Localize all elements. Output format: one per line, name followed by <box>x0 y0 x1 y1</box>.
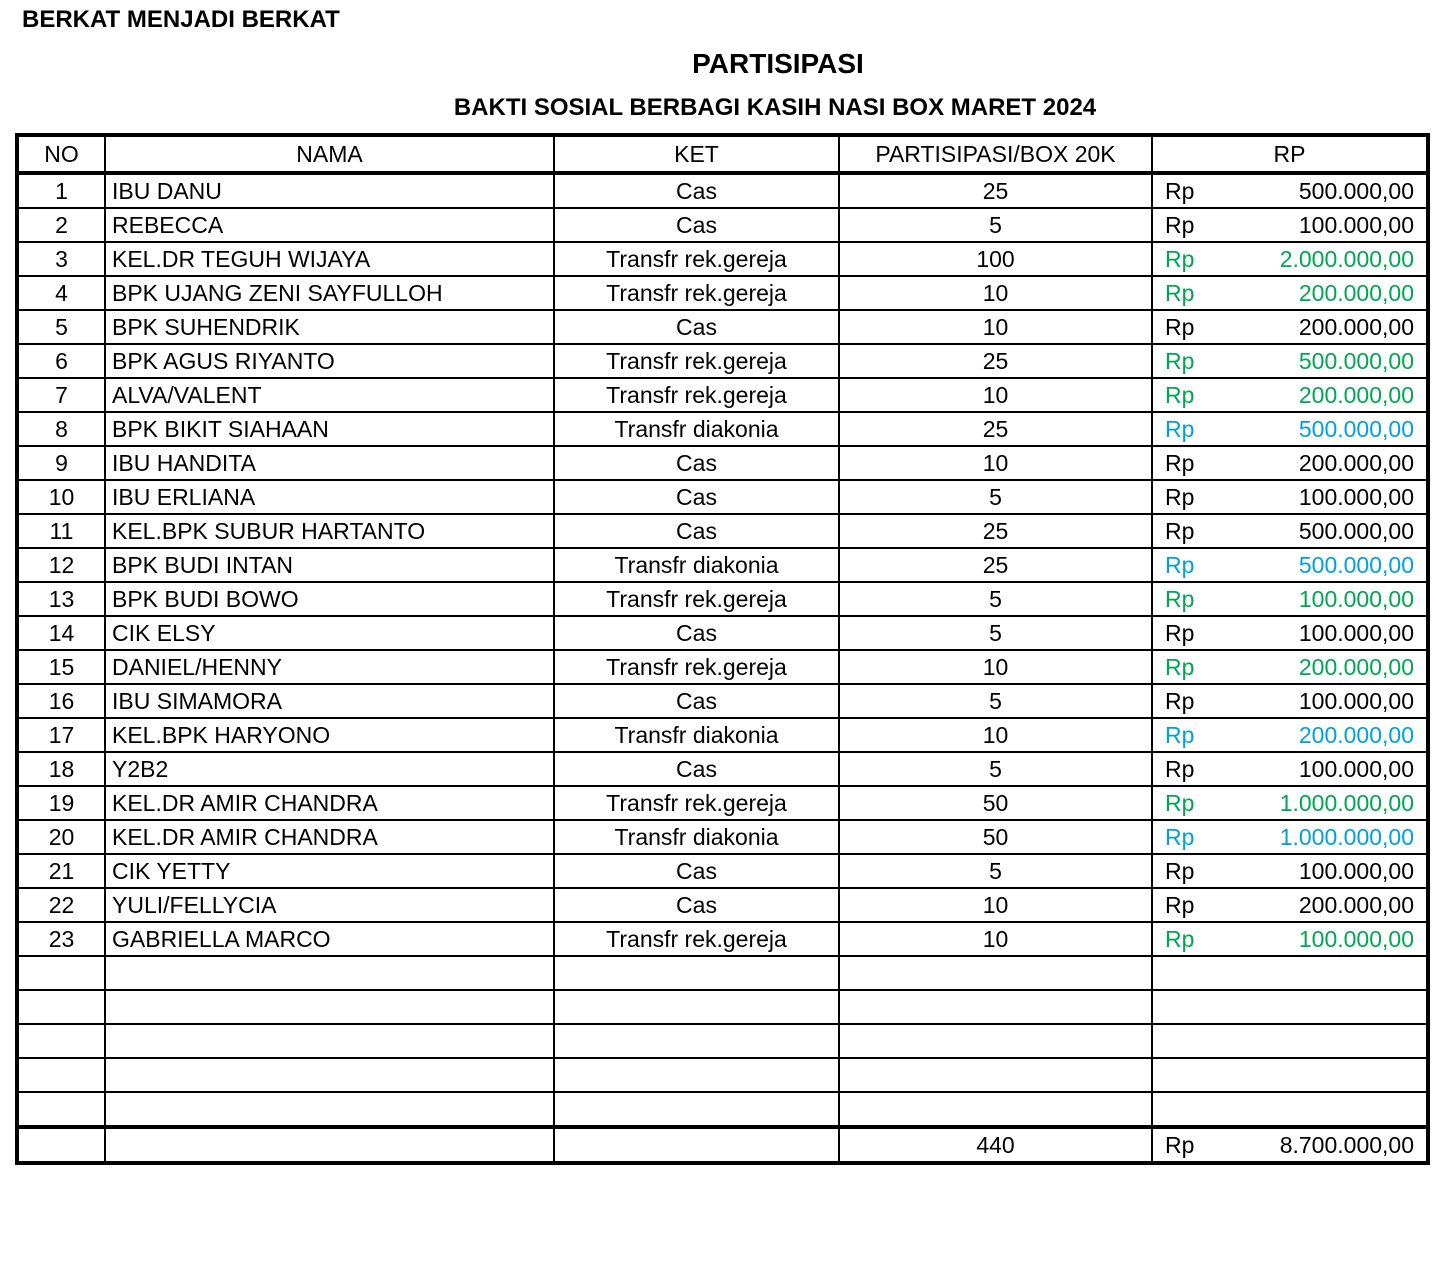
row-no: 21 <box>17 854 105 888</box>
row-currency: Rp <box>1165 687 1195 714</box>
row-amount: 200.000,00 <box>1298 449 1414 476</box>
row-nama: BPK AGUS RIYANTO <box>105 344 554 378</box>
row-no: 2 <box>17 208 105 242</box>
row-nama: IBU DANU <box>105 173 554 208</box>
row-box: 25 <box>839 412 1152 446</box>
row-amount: 100.000,00 <box>1298 585 1414 612</box>
row-currency: Rp <box>1165 177 1195 204</box>
empty-row <box>17 956 1428 990</box>
row-ket: Cas <box>554 854 839 888</box>
row-currency: Rp <box>1165 313 1195 340</box>
row-box: 5 <box>839 752 1152 786</box>
empty-cell <box>105 1024 554 1058</box>
row-box: 50 <box>839 820 1152 854</box>
row-ket: Cas <box>554 480 839 514</box>
empty-cell <box>1152 1058 1428 1092</box>
table-row <box>17 446 1428 480</box>
table-body <box>17 173 1428 1127</box>
table-row <box>17 344 1428 378</box>
row-no: 18 <box>17 752 105 786</box>
row-rp <box>1152 173 1428 208</box>
empty-cell <box>554 1092 839 1127</box>
total-row <box>17 1127 1428 1163</box>
row-currency: Rp <box>1165 347 1195 374</box>
row-currency: Rp <box>1165 585 1195 612</box>
row-nama: KEL.DR AMIR CHANDRA <box>105 786 554 820</box>
table-row <box>17 786 1428 820</box>
row-rp <box>1152 718 1428 752</box>
organization-heading: BERKAT MENJADI BERKAT <box>22 6 340 33</box>
empty-cell <box>839 1058 1152 1092</box>
row-amount: 500.000,00 <box>1298 177 1414 204</box>
row-rp <box>1152 514 1428 548</box>
row-box: 10 <box>839 888 1152 922</box>
row-rp <box>1152 310 1428 344</box>
row-currency: Rp <box>1165 483 1195 510</box>
empty-cell <box>1152 1092 1428 1127</box>
row-currency: Rp <box>1165 925 1195 952</box>
row-amount: 100.000,00 <box>1298 755 1414 782</box>
row-ket: Transfr diakonia <box>554 412 839 446</box>
table-row <box>17 718 1428 752</box>
empty-cell <box>839 1024 1152 1058</box>
empty-cell <box>839 990 1152 1024</box>
row-rp <box>1152 582 1428 616</box>
empty-cell <box>839 1092 1152 1127</box>
row-nama: IBU ERLIANA <box>105 480 554 514</box>
row-currency: Rp <box>1165 721 1195 748</box>
table-row <box>17 854 1428 888</box>
empty-cell <box>17 1092 105 1127</box>
row-ket: Cas <box>554 173 839 208</box>
empty-row <box>17 1092 1428 1127</box>
empty-cell <box>554 956 839 990</box>
row-amount: 1.000.000,00 <box>1279 823 1414 850</box>
row-ket: Transfr diakonia <box>554 548 839 582</box>
row-amount: 1.000.000,00 <box>1279 789 1414 816</box>
total-ket-cell <box>554 1127 839 1163</box>
row-no: 20 <box>17 820 105 854</box>
column-header-ket: KET <box>554 135 839 173</box>
total-amount: 8.700.000,00 <box>1279 1131 1414 1158</box>
total-no-cell <box>17 1127 105 1163</box>
table-row <box>17 173 1428 208</box>
row-nama: Y2B2 <box>105 752 554 786</box>
empty-row <box>17 1058 1428 1092</box>
row-amount: 200.000,00 <box>1298 381 1414 408</box>
table-row <box>17 548 1428 582</box>
row-ket: Cas <box>554 310 839 344</box>
row-amount: 500.000,00 <box>1298 517 1414 544</box>
row-ket: Transfr diakonia <box>554 718 839 752</box>
row-no: 4 <box>17 276 105 310</box>
table-row <box>17 752 1428 786</box>
row-no: 1 <box>17 173 105 208</box>
row-nama: BPK BIKIT SIAHAAN <box>105 412 554 446</box>
empty-cell <box>105 956 554 990</box>
table-row <box>17 922 1428 956</box>
row-rp <box>1152 650 1428 684</box>
row-nama: ALVA/VALENT <box>105 378 554 412</box>
row-rp <box>1152 208 1428 242</box>
column-header-box: PARTISIPASI/BOX 20K <box>839 135 1152 173</box>
row-box: 10 <box>839 310 1152 344</box>
empty-cell <box>839 956 1152 990</box>
row-box: 10 <box>839 718 1152 752</box>
row-no: 16 <box>17 684 105 718</box>
table-row <box>17 242 1428 276</box>
table-row <box>17 310 1428 344</box>
row-amount: 500.000,00 <box>1298 347 1414 374</box>
row-ket: Cas <box>554 888 839 922</box>
table-row <box>17 684 1428 718</box>
row-box: 5 <box>839 684 1152 718</box>
row-ket: Cas <box>554 514 839 548</box>
empty-cell <box>1152 956 1428 990</box>
empty-cell <box>554 1058 839 1092</box>
row-currency: Rp <box>1165 891 1195 918</box>
row-amount: 200.000,00 <box>1298 279 1414 306</box>
row-rp <box>1152 888 1428 922</box>
row-nama: YULI/FELLYCIA <box>105 888 554 922</box>
empty-cell <box>17 956 105 990</box>
row-box: 50 <box>839 786 1152 820</box>
row-no: 6 <box>17 344 105 378</box>
row-no: 17 <box>17 718 105 752</box>
empty-cell <box>554 1024 839 1058</box>
row-ket: Transfr diakonia <box>554 820 839 854</box>
row-amount: 200.000,00 <box>1298 721 1414 748</box>
row-ket: Cas <box>554 616 839 650</box>
table-footer <box>17 1127 1428 1163</box>
row-currency: Rp <box>1165 755 1195 782</box>
row-currency: Rp <box>1165 449 1195 476</box>
row-nama: CIK ELSY <box>105 616 554 650</box>
row-nama: REBECCA <box>105 208 554 242</box>
table-row <box>17 276 1428 310</box>
row-box: 5 <box>839 854 1152 888</box>
row-nama: BPK SUHENDRIK <box>105 310 554 344</box>
row-amount: 200.000,00 <box>1298 891 1414 918</box>
row-box: 10 <box>839 378 1152 412</box>
row-box: 25 <box>839 344 1152 378</box>
total-nama-cell <box>105 1127 554 1163</box>
table-row <box>17 888 1428 922</box>
row-rp <box>1152 276 1428 310</box>
row-no: 5 <box>17 310 105 344</box>
row-amount: 500.000,00 <box>1298 551 1414 578</box>
row-currency: Rp <box>1165 517 1195 544</box>
row-rp <box>1152 344 1428 378</box>
total-box-cell: 440 <box>839 1127 1152 1163</box>
row-amount: 100.000,00 <box>1298 483 1414 510</box>
row-rp <box>1152 616 1428 650</box>
empty-row <box>17 990 1428 1024</box>
row-no: 23 <box>17 922 105 956</box>
row-nama: IBU HANDITA <box>105 446 554 480</box>
empty-cell <box>1152 1024 1428 1058</box>
row-no: 9 <box>17 446 105 480</box>
row-ket: Transfr rek.gereja <box>554 650 839 684</box>
table-row <box>17 208 1428 242</box>
row-currency: Rp <box>1165 857 1195 884</box>
row-no: 3 <box>17 242 105 276</box>
row-box: 100 <box>839 242 1152 276</box>
row-box: 5 <box>839 208 1152 242</box>
row-rp <box>1152 480 1428 514</box>
table-row <box>17 650 1428 684</box>
row-rp <box>1152 242 1428 276</box>
row-box: 10 <box>839 922 1152 956</box>
row-rp <box>1152 446 1428 480</box>
row-currency: Rp <box>1165 619 1195 646</box>
row-no: 7 <box>17 378 105 412</box>
empty-cell <box>17 990 105 1024</box>
row-no: 22 <box>17 888 105 922</box>
table-row <box>17 412 1428 446</box>
row-no: 8 <box>17 412 105 446</box>
row-rp <box>1152 684 1428 718</box>
row-box: 5 <box>839 480 1152 514</box>
total-currency: Rp <box>1165 1131 1195 1158</box>
row-box: 25 <box>839 514 1152 548</box>
empty-cell <box>1152 990 1428 1024</box>
row-nama: BPK BUDI BOWO <box>105 582 554 616</box>
row-no: 19 <box>17 786 105 820</box>
row-no: 13 <box>17 582 105 616</box>
row-ket: Transfr rek.gereja <box>554 922 839 956</box>
row-nama: GABRIELLA MARCO <box>105 922 554 956</box>
row-currency: Rp <box>1165 211 1195 238</box>
empty-cell <box>105 1092 554 1127</box>
column-header-nama: NAMA <box>105 135 554 173</box>
row-currency: Rp <box>1165 279 1195 306</box>
row-ket: Transfr rek.gereja <box>554 344 839 378</box>
row-no: 12 <box>17 548 105 582</box>
row-rp <box>1152 752 1428 786</box>
row-rp <box>1152 412 1428 446</box>
empty-row <box>17 1024 1428 1058</box>
row-ket: Transfr rek.gereja <box>554 242 839 276</box>
table-header-row <box>17 135 1428 173</box>
row-rp <box>1152 854 1428 888</box>
page-title: PARTISIPASI <box>692 48 864 79</box>
participation-table <box>15 133 1430 1165</box>
row-box: 5 <box>839 582 1152 616</box>
row-nama: KEL.DR AMIR CHANDRA <box>105 820 554 854</box>
row-amount: 100.000,00 <box>1298 211 1414 238</box>
row-currency: Rp <box>1165 551 1195 578</box>
row-ket: Cas <box>554 208 839 242</box>
row-nama: KEL.DR TEGUH WIJAYA <box>105 242 554 276</box>
row-amount: 100.000,00 <box>1298 619 1414 646</box>
row-currency: Rp <box>1165 245 1195 272</box>
column-header-rp: RP <box>1152 135 1428 173</box>
row-nama: IBU SIMAMORA <box>105 684 554 718</box>
row-rp <box>1152 378 1428 412</box>
row-no: 15 <box>17 650 105 684</box>
row-ket: Cas <box>554 446 839 480</box>
row-rp <box>1152 548 1428 582</box>
row-no: 14 <box>17 616 105 650</box>
row-currency: Rp <box>1165 415 1195 442</box>
row-nama: CIK YETTY <box>105 854 554 888</box>
row-no: 10 <box>17 480 105 514</box>
row-currency: Rp <box>1165 789 1195 816</box>
row-amount: 100.000,00 <box>1298 857 1414 884</box>
row-currency: Rp <box>1165 653 1195 680</box>
empty-cell <box>105 990 554 1024</box>
row-nama: BPK BUDI INTAN <box>105 548 554 582</box>
table-row <box>17 616 1428 650</box>
row-currency: Rp <box>1165 823 1195 850</box>
row-amount: 2.000.000,00 <box>1279 245 1414 272</box>
row-amount: 100.000,00 <box>1298 687 1414 714</box>
row-no: 11 <box>17 514 105 548</box>
table-row <box>17 514 1428 548</box>
row-amount: 200.000,00 <box>1298 653 1414 680</box>
row-amount: 200.000,00 <box>1298 313 1414 340</box>
row-amount: 100.000,00 <box>1298 925 1414 952</box>
column-header-no: NO <box>17 135 105 173</box>
row-currency: Rp <box>1165 381 1195 408</box>
row-nama: KEL.BPK SUBUR HARTANTO <box>105 514 554 548</box>
row-ket: Cas <box>554 752 839 786</box>
row-box: 25 <box>839 548 1152 582</box>
row-rp <box>1152 786 1428 820</box>
row-amount: 500.000,00 <box>1298 415 1414 442</box>
empty-cell <box>17 1058 105 1092</box>
row-ket: Transfr rek.gereja <box>554 786 839 820</box>
row-ket: Transfr rek.gereja <box>554 276 839 310</box>
table-row <box>17 820 1428 854</box>
row-ket: Transfr rek.gereja <box>554 582 839 616</box>
row-box: 5 <box>839 616 1152 650</box>
empty-cell <box>105 1058 554 1092</box>
table-row <box>17 480 1428 514</box>
table-row <box>17 582 1428 616</box>
row-rp <box>1152 820 1428 854</box>
table-row <box>17 378 1428 412</box>
empty-cell <box>554 990 839 1024</box>
row-nama: BPK UJANG ZENI SAYFULLOH <box>105 276 554 310</box>
row-box: 25 <box>839 173 1152 208</box>
page-subtitle: BAKTI SOSIAL BERBAGI KASIH NASI BOX MARET 2024 <box>453 94 1097 121</box>
row-nama: KEL.BPK HARYONO <box>105 718 554 752</box>
row-box: 10 <box>839 446 1152 480</box>
row-box: 10 <box>839 276 1152 310</box>
row-ket: Transfr rek.gereja <box>554 378 839 412</box>
empty-cell <box>17 1024 105 1058</box>
row-ket: Cas <box>554 684 839 718</box>
row-box: 10 <box>839 650 1152 684</box>
row-rp <box>1152 922 1428 956</box>
total-rp-cell <box>1152 1127 1428 1163</box>
row-nama: DANIEL/HENNY <box>105 650 554 684</box>
